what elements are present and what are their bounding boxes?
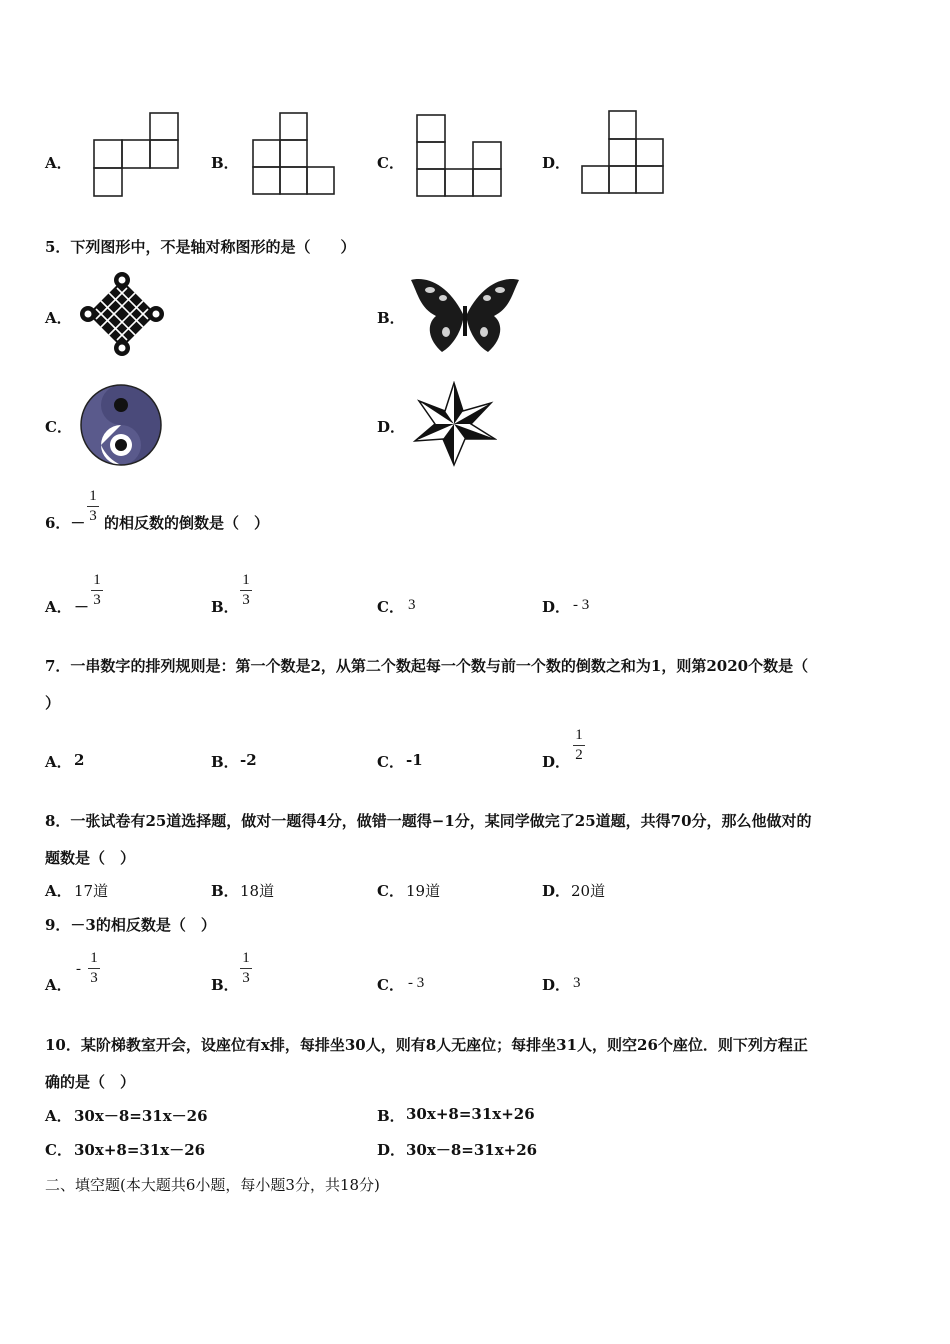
q8-option-b-value: 18道 <box>240 882 275 900</box>
q8-option-c-letter: C． <box>377 882 404 900</box>
q7-option-a-value: 2 <box>74 751 85 769</box>
q5-option-b-letter: B． <box>377 309 405 327</box>
section2-heading: 二、填空题(本大题共6小题，每小题3分，共18分) <box>45 1176 380 1194</box>
q7-option-b-letter: B． <box>211 753 239 771</box>
q6-option-c-value: 3 <box>408 597 416 613</box>
q7-option-d-letter: D． <box>542 753 571 771</box>
q4-option-d-letter: D． <box>542 154 571 172</box>
q9-option-a-num: 1 <box>90 950 98 966</box>
q7-option-b-value: -2 <box>240 751 257 769</box>
q8-option-d-letter: D． <box>542 882 571 900</box>
q7-question-line1: 7．一串数字的排列规则是：第一个数是2，从第二个数起每一个数与前一个数的倒数之和为1，则第2020个数是（ <box>45 657 809 675</box>
q4-option-c-figure <box>415 113 505 199</box>
q6-option-a-num: 1 <box>93 572 101 588</box>
q5-option-a-letter: A． <box>45 309 72 327</box>
q5-option-c-letter: C． <box>45 418 72 436</box>
q8-option-a-value: 17道 <box>74 882 109 900</box>
q7-option-c-letter: C． <box>377 753 404 771</box>
q7-question-line2: ） <box>45 694 61 712</box>
q6-option-a-sign: － <box>74 598 90 616</box>
q6-option-a-letter: A． <box>45 598 72 616</box>
q6-option-b-num: 1 <box>242 572 250 588</box>
q9-option-b-letter: B． <box>211 976 239 994</box>
q6-option-d-value: - 3 <box>573 597 590 613</box>
q9-option-a-fraction <box>88 951 100 986</box>
q8-option-b-letter: B． <box>211 882 239 900</box>
q6-option-b-letter: B． <box>211 598 239 616</box>
q9-question: 9．－3的相反数是（ ） <box>45 916 216 934</box>
q9-option-c-letter: C． <box>377 976 404 994</box>
q10-option-c-letter: C． <box>45 1141 72 1159</box>
q7-option-d-num: 1 <box>575 727 583 743</box>
q7-option-c-value: -1 <box>406 751 423 769</box>
q9-option-d-letter: D． <box>542 976 571 994</box>
q9-option-b-den: 3 <box>242 970 250 986</box>
yin-yang-icon <box>79 383 163 467</box>
q9-option-a-letter: A． <box>45 976 72 994</box>
q6-option-d-letter: D． <box>542 598 571 616</box>
q10-option-b-letter: B． <box>377 1107 405 1125</box>
q9-option-d-value: 3 <box>573 975 581 991</box>
q10-question-line2: 确的是（ ） <box>45 1073 136 1091</box>
q4-option-a-letter: A． <box>45 154 72 172</box>
q5-question: 5．下列图形中，不是轴对称图形的是（ ） <box>45 238 356 256</box>
q10-option-d-value: 30x－8=31x+26 <box>406 1141 538 1159</box>
q10-option-c-value: 30x+8=31x－26 <box>74 1141 206 1159</box>
q6-option-c-letter: C． <box>377 598 404 616</box>
q10-option-a-value: 30x－8=31x－26 <box>74 1107 208 1125</box>
q4-option-d-figure <box>580 109 668 197</box>
q4-option-b-figure <box>251 111 339 197</box>
q8-option-c-value: 19道 <box>406 882 441 900</box>
q6-fraction-num: 1 <box>89 488 97 504</box>
butterfly-icon <box>408 274 522 356</box>
q10-option-a-letter: A． <box>45 1107 72 1125</box>
q4-option-a-figure <box>92 112 182 198</box>
q8-option-d-value: 20道 <box>571 882 606 900</box>
q6-suffix: 的相反数的倒数是（ ） <box>104 514 270 532</box>
q9-option-b-fraction <box>240 951 252 986</box>
q8-question-line2: 题数是（ ） <box>45 849 136 867</box>
q10-option-d-letter: D． <box>377 1141 406 1159</box>
q4-option-c-letter: C． <box>377 154 404 172</box>
q4-option-b-letter: B． <box>211 154 239 172</box>
chinese-knot-icon <box>79 271 165 357</box>
q10-question-line1: 10．某阶梯教室开会，设座位有x排，每排坐30人，则有8人无座位；每排坐31人，则空26个座位．则下列方程正 <box>45 1036 808 1054</box>
q5-option-d-letter: D． <box>377 418 406 436</box>
q9-option-b-num: 1 <box>242 950 250 966</box>
star-icon <box>411 381 497 467</box>
q7-option-d-den: 2 <box>575 747 583 763</box>
q6-fraction-den: 3 <box>89 508 97 524</box>
q6-option-b-den: 3 <box>242 592 250 608</box>
q9-option-a-sign: - <box>76 961 81 977</box>
q9-option-c-value: - 3 <box>408 975 425 991</box>
q6-prefix: 6．－ <box>45 514 86 532</box>
q6-option-b-fraction <box>240 573 252 608</box>
q6-option-a-den: 3 <box>93 592 101 608</box>
q7-option-a-letter: A． <box>45 753 72 771</box>
q8-option-a-letter: A． <box>45 882 72 900</box>
q9-option-a-den: 3 <box>90 970 98 986</box>
q8-question-line1: 8．一张试卷有25道选择题，做对一题得4分，做错一题得−1分，某同学做完了25道题，共得70分，那么他做对的 <box>45 812 812 830</box>
q10-option-b-value: 30x+8=31x+26 <box>406 1105 535 1123</box>
q7-option-d-fraction <box>573 728 585 763</box>
q6-option-a-fraction <box>91 573 103 608</box>
q6-fraction <box>87 489 99 524</box>
